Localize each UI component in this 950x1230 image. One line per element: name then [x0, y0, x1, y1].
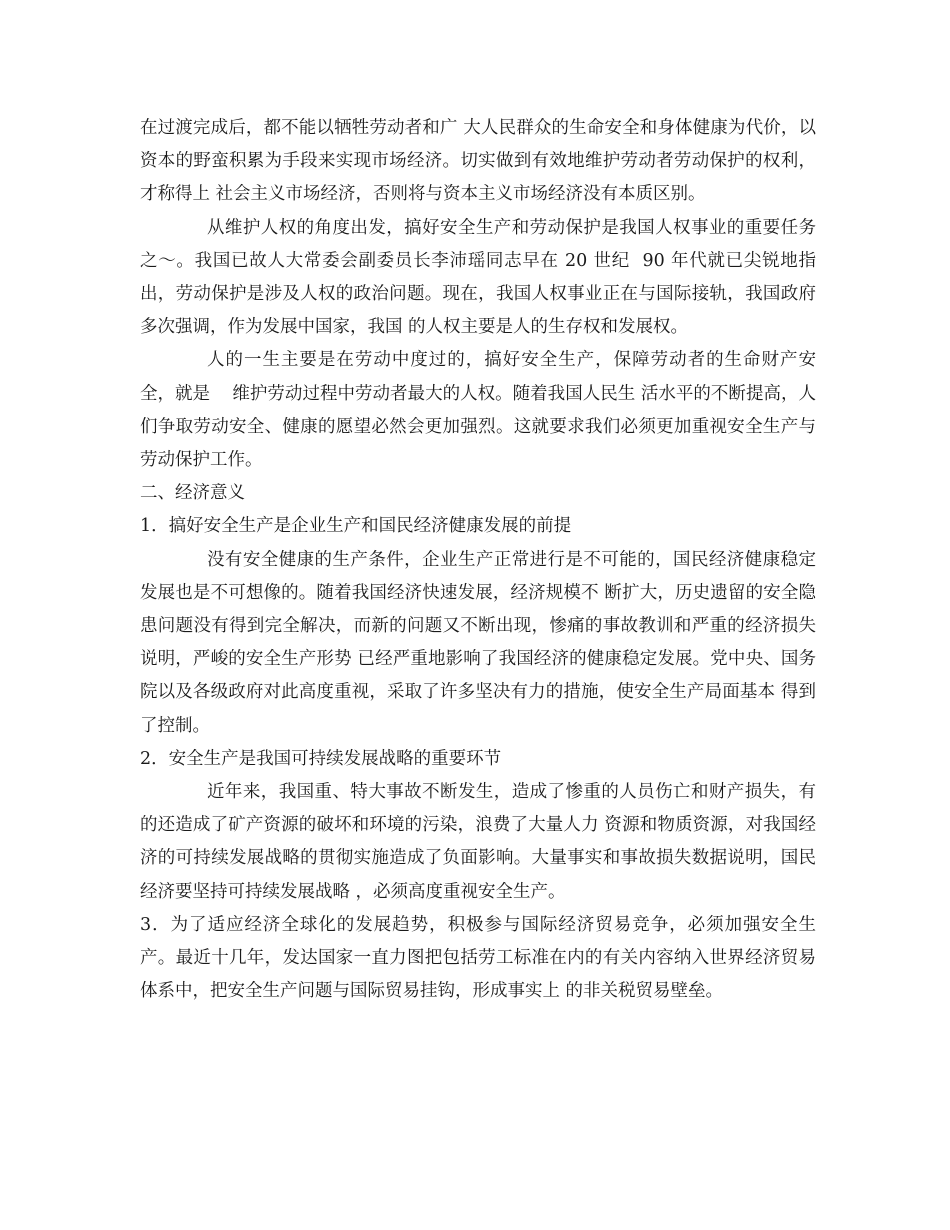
paragraph-sustainable: 近年来，我国重、特大事故不断发生，造成了惨重的人员伤亡和财产损失，有的还造成了矿产资源的破坏和环境的污染，浪费了大量人力 资源和物质资源，对我国经济的可持续发展战略的贯彻实施造成了负面影响。大量事实和事故损失数据说明，国民经济要坚持可持续发展战略 ，必须高度重视安全生产。: [140, 782, 816, 902]
paragraph-continuation: 在过渡完成后，都不能以牺牲劳动者和广 大人民群众的生命安全和身体健康为代价，以资本的野蛮积累为手段来实现市场经济。切实做到有效地维护劳动者劳动保护的权利，才称得上 社会主义市场经济，否则将与资本主义市场经济没有本质区别。: [140, 118, 816, 205]
paragraph-economic-premise: 没有安全健康的生产条件，企业生产正常进行是不可能的，国民经济健康稳定发展也是不可想像的。随着我国经济快速发展，经济规模不 断扩大，历史遗留的安全隐患问题没有得到完全解决，而新的问题又不断出现，惨痛的事故教训和严重的经济损失说明，严峻的安全生产形势 已经严重地影响了我国经济的健康稳定发展。党中央、国务院以及各级政府对此高度重视，采取了许多坚决有力的措施，使安全生产局面基本 得到了控制。: [140, 549, 816, 736]
paragraph-labor-life: 人的一生主要是在劳动中度过的，搞好安全生产，保障劳动者的生命财产安全，就是 维护劳动过程中劳动者最大的人权。随着我国人民生 活水平的不断提高，人们争取劳动安全、健康的愿望必然会更加强烈。这就要求我们必须更加重视安全生产与劳动保护工作。: [140, 350, 816, 471]
section-heading-economic: 二、经济意义: [140, 483, 245, 504]
document-body: [140, 112, 816, 1008]
subheading-3: 3．为了适应经济全球化的发展趋势，积极参与国际经济贸易竞争，必须加强安全生产。最近十几年，发达国家一直力图把包括劳工标准在内的有关内容纳入世界经济贸易体系中，把安全生产问题与国际贸易挂钩，形成事实上 的非关税贸易壁垒。: [140, 914, 816, 1002]
subheading-2: 2．安全生产是我国可持续发展战略的重要环节: [140, 748, 502, 769]
subheading-1: 1．搞好安全生产是企业生产和国民经济健康发展的前提: [140, 516, 572, 537]
paragraph-human-rights: 从维护人权的角度出发，搞好安全生产和劳动保护是我国人权事业的重要任务之～。我国已故人大常委会副委员长李沛瑶同志早在 20 世纪 90 年代就已尖锐地指出，劳动保护是涉及人权的政治问题。现在，我国人权事业正在与国际接轨，我国政府多次强调，作为发展中国家，我国 的人权主要是人的生存权和发展权。: [140, 217, 816, 338]
